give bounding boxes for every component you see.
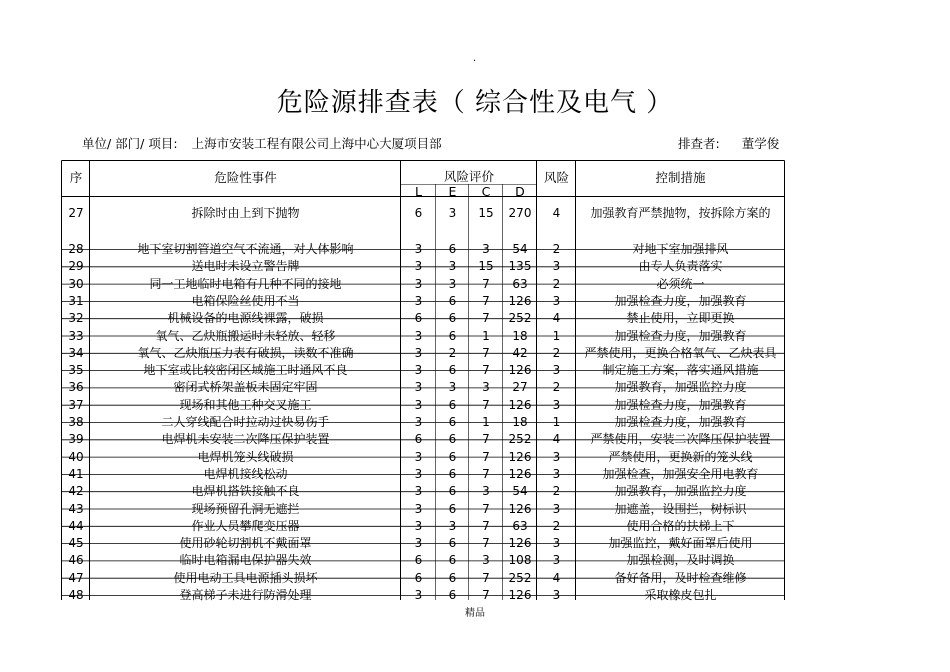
cell-event: 氧气、乙炔瓶搬运时未轻放、轻移: [155, 328, 336, 343]
header-e: E: [448, 184, 457, 199]
cell-no: 33: [68, 328, 84, 343]
cell-d: 126: [508, 397, 532, 412]
cell-event: 密闭式桥架盖板未固定牢固: [173, 380, 318, 395]
cell-c: 3: [482, 484, 490, 499]
cell-no: 41: [68, 466, 84, 481]
cell-c: 7: [482, 588, 490, 602]
cell-control: 加强检查，加强安全用电教育: [602, 466, 759, 481]
cell-event: 地下室或比较密闭区域施工时通风不良: [143, 363, 348, 378]
cell-control: 对地下室加强排风: [632, 242, 729, 256]
cell-no: 34: [68, 345, 84, 360]
cell-e: 6: [448, 449, 457, 464]
cell-risk: 3: [552, 501, 561, 516]
cell-l: 3: [414, 242, 423, 256]
cell-c: 1: [482, 415, 490, 429]
cell-risk: 4: [552, 311, 561, 326]
cell-l: 3: [414, 484, 423, 499]
cell-control: 加遮盖，设围拦，树标识: [614, 501, 747, 516]
cell-risk: 1: [552, 415, 561, 429]
header-c: C: [481, 184, 491, 199]
cell-control: 加强教育严禁抛物，按拆除方案的: [590, 206, 771, 220]
cell-control: 严禁使用，更换合格氧气、乙炔表具: [584, 345, 777, 360]
cell-risk: 2: [552, 345, 561, 360]
cell-c: 1: [482, 328, 490, 343]
cell-l: 3: [414, 345, 423, 360]
cell-no: 48: [68, 588, 84, 602]
checker-label: 排查者:: [678, 136, 720, 151]
cell-d: 54: [512, 484, 528, 499]
cell-risk: 2: [552, 380, 561, 395]
cell-d: 126: [508, 293, 532, 308]
cell-l: 6: [414, 206, 423, 220]
cell-event: 送电时未设立警告牌: [191, 259, 300, 274]
cell-control: 加强检查力度，加强教育: [614, 293, 747, 308]
cell-control: 必须统一: [656, 276, 705, 291]
cell-d: 63: [512, 518, 528, 533]
cell-event: 登高梯子未进行防滑处理: [179, 588, 312, 602]
cell-d: 270: [508, 206, 532, 220]
cell-e: 3: [448, 518, 457, 533]
cell-e: 3: [448, 276, 457, 291]
cell-l: 6: [414, 553, 423, 568]
cell-no: 40: [68, 449, 84, 464]
cell-e: 6: [448, 484, 457, 499]
cell-event: 电焊机搭铁接触不良: [191, 484, 300, 499]
cell-event: 电焊机未安装二次降压保护装置: [161, 432, 330, 447]
checker-value: 董学俊: [741, 136, 780, 151]
cell-d: 126: [508, 588, 532, 602]
cell-c: 7: [482, 363, 490, 378]
cell-c: 7: [482, 501, 490, 516]
cell-control: 加强教育，加强监控力度: [614, 380, 747, 395]
cell-l: 3: [414, 501, 423, 516]
cell-d: 126: [508, 536, 532, 551]
cell-event: 使用砂轮切割机不戴面罩: [179, 536, 312, 551]
cell-e: 6: [448, 328, 457, 343]
cell-no: 44: [68, 518, 84, 533]
cell-c: 15: [478, 259, 494, 274]
cell-d: 126: [508, 501, 532, 516]
cell-no: 27: [68, 206, 84, 220]
cell-l: 3: [414, 415, 423, 429]
cell-d: 252: [508, 311, 532, 326]
cell-risk: 3: [552, 293, 561, 308]
cell-risk: 3: [552, 536, 561, 551]
cell-l: 3: [414, 259, 423, 274]
unit-value: 上海市安装工程有限公司上海中心大厦项目部: [191, 136, 442, 151]
cell-d: 126: [508, 466, 532, 481]
cell-c: 7: [482, 449, 490, 464]
cell-no: 28: [68, 242, 84, 256]
cell-risk: 2: [552, 484, 561, 499]
cell-event: 电焊机笼头线破损: [197, 449, 294, 464]
cell-no: 38: [68, 415, 84, 429]
cell-e: 6: [448, 466, 457, 481]
cell-event: 二人穿线配合时拉动过快易伤手: [161, 415, 330, 429]
cell-event: 机械设备的电源线裸露，破损: [167, 311, 324, 326]
header-event: 危险性事件: [214, 170, 277, 185]
cell-risk: 2: [552, 242, 561, 256]
cell-d: 42: [512, 345, 528, 360]
cell-no: 46: [68, 553, 84, 568]
cell-no: 45: [68, 536, 84, 551]
cell-e: 6: [448, 432, 457, 447]
cell-d: 27: [512, 380, 528, 395]
cell-e: 2: [448, 345, 457, 360]
cell-risk: 3: [552, 553, 561, 568]
cell-risk: 3: [552, 397, 561, 412]
cell-d: 126: [508, 363, 532, 378]
cell-no: 29: [68, 259, 84, 274]
cell-no: 32: [68, 311, 84, 326]
unit-label: 单位/ 部门/ 项目:: [82, 136, 178, 151]
cell-control: 加强监控，戴好面罩后使用: [608, 536, 753, 551]
cell-e: 6: [448, 242, 457, 256]
cell-control: 采取橡皮包扎: [644, 588, 717, 602]
cell-risk: 2: [552, 276, 561, 291]
cell-c: 7: [482, 466, 490, 481]
cell-e: 3: [448, 380, 457, 395]
header-control: 控制措施: [655, 170, 706, 185]
cell-e: 6: [448, 588, 457, 602]
cell-c: 7: [482, 293, 490, 308]
cell-risk: 4: [552, 432, 561, 447]
cell-control: 加强检查力度，加强教育: [614, 397, 747, 412]
cell-control: 使用合格的扶梯上下: [626, 518, 735, 533]
page-footer: 精品: [465, 608, 485, 619]
cell-event: 电焊机接线松动: [203, 466, 288, 481]
cell-event: 氧气、乙炔瓶压力表有破损，读数不准确: [137, 345, 354, 360]
cell-l: 3: [414, 328, 423, 343]
cell-e: 6: [448, 311, 457, 326]
cell-l: 3: [414, 397, 423, 412]
cell-d: 108: [508, 553, 532, 568]
cell-c: 15: [478, 206, 494, 220]
cell-control: 严禁使用，安装二次降压保护装置: [590, 432, 771, 447]
cell-l: 6: [414, 570, 423, 585]
header-d: D: [515, 184, 525, 199]
cell-control: 备好备用，及时检查维修: [614, 570, 747, 585]
cell-event: 作业人员攀爬变压器: [191, 518, 300, 533]
header-seq: 序: [69, 170, 83, 185]
cell-c: 7: [482, 345, 490, 360]
cell-l: 3: [414, 380, 423, 395]
cell-e: 3: [448, 206, 457, 220]
cell-e: 6: [448, 553, 457, 568]
cell-d: 63: [512, 276, 528, 291]
page-title: 危险源排查表（ 综合性及电气 ）: [276, 88, 674, 118]
cell-l: 6: [414, 432, 423, 447]
cell-c: 7: [482, 311, 490, 326]
cell-risk: 3: [552, 588, 561, 602]
cell-event: 使用电动工具电源插头损坏: [173, 570, 318, 585]
cell-risk: 2: [552, 518, 561, 533]
cell-e: 6: [448, 501, 457, 516]
cell-e: 6: [448, 570, 457, 585]
cell-c: 7: [482, 570, 490, 585]
cell-event: 拆除时由上到下抛物: [191, 206, 300, 220]
cell-l: 3: [414, 536, 423, 551]
cell-event: 现场预留孔洞无遮拦: [191, 501, 300, 516]
cell-d: 18: [512, 328, 528, 343]
cell-no: 36: [68, 380, 84, 395]
cell-risk: 3: [552, 449, 561, 464]
cell-l: 6: [414, 311, 423, 326]
cell-event: 电箱保险丝使用不当: [191, 293, 300, 308]
cell-d: 252: [508, 570, 532, 585]
cell-event: 同一工地临时电箱有几种不同的接地: [149, 276, 342, 291]
cell-c: 7: [482, 536, 490, 551]
cell-no: 39: [68, 432, 84, 447]
cell-c: 7: [482, 276, 490, 291]
cell-e: 3: [448, 259, 457, 274]
cell-c: 7: [482, 397, 490, 412]
header-risk: 风险: [543, 170, 569, 185]
cell-no: 43: [68, 501, 84, 516]
cell-c: 3: [482, 553, 490, 568]
cell-control: 加强教育，加强监控力度: [614, 484, 747, 499]
cell-risk: 3: [552, 363, 561, 378]
cell-no: 42: [68, 484, 84, 499]
cell-e: 6: [448, 363, 457, 378]
cell-c: 7: [482, 432, 490, 447]
cell-control: 加强检测，及时调换: [626, 553, 735, 568]
cell-control: 由专人负责落实: [638, 259, 723, 274]
cell-event: 地下室切割管道空气不流通，对人体影响: [137, 242, 354, 256]
cell-no: 35: [68, 363, 84, 378]
cell-risk: 3: [552, 259, 561, 274]
cell-e: 6: [448, 397, 457, 412]
cell-c: 3: [482, 242, 490, 256]
cell-event: 现场和其他工种交叉施工: [179, 397, 312, 412]
cell-risk: 3: [552, 466, 561, 481]
header-risk-eval: 风险评价: [443, 169, 494, 184]
page-dot-mark: ·: [473, 56, 477, 67]
cell-l: 3: [414, 276, 423, 291]
cell-l: 3: [414, 363, 423, 378]
cell-d: 18: [512, 415, 528, 429]
cell-control: 禁止使用，立即更换: [626, 311, 735, 326]
cell-d: 252: [508, 432, 532, 447]
cell-no: 30: [68, 276, 84, 291]
cell-l: 3: [414, 293, 423, 308]
cell-risk: 4: [552, 570, 561, 585]
cell-risk: 4: [552, 206, 561, 220]
cell-no: 37: [68, 397, 84, 412]
cell-d: 135: [508, 259, 532, 274]
cell-control: 制定施工方案，落实通风措施: [602, 363, 759, 378]
cell-no: 47: [68, 570, 84, 585]
cell-l: 3: [414, 518, 423, 533]
header-l: L: [415, 184, 422, 199]
cell-control: 加强检查力度，加强教育: [614, 328, 747, 343]
cell-d: 126: [508, 449, 532, 464]
cell-no: 31: [68, 293, 84, 308]
cell-control: 加强检查力度，加强教育: [614, 415, 747, 429]
cell-event: 临时电箱漏电保护器失效: [179, 553, 312, 568]
cell-e: 6: [448, 536, 457, 551]
cell-e: 6: [448, 415, 457, 429]
cell-l: 3: [414, 588, 423, 602]
cell-d: 54: [512, 242, 528, 256]
cell-l: 3: [414, 466, 423, 481]
cell-e: 6: [448, 293, 457, 308]
cell-control: 严禁使用，更换新的笼头线: [608, 449, 753, 464]
cell-c: 3: [482, 380, 490, 395]
cell-c: 7: [482, 518, 490, 533]
cell-risk: 1: [552, 328, 561, 343]
cell-l: 3: [414, 449, 423, 464]
